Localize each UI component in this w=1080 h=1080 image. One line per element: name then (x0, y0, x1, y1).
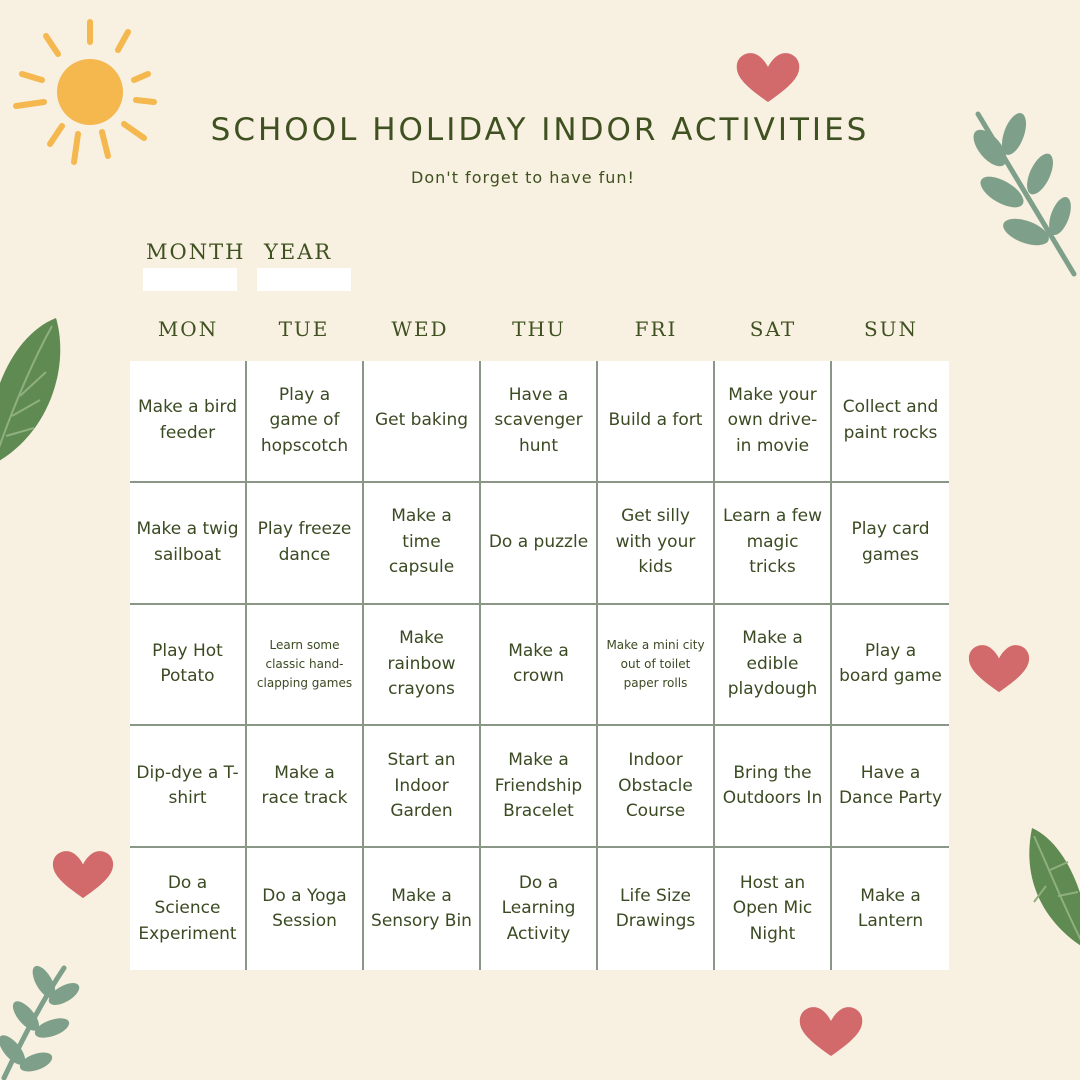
activity-cell: Life Size Drawings (598, 848, 715, 970)
heart-icon (966, 642, 1032, 694)
activity-cell: Have a scavenger hunt (481, 361, 598, 483)
activity-cell: Play Hot Potato (130, 605, 247, 727)
day-header-mon: MON (157, 317, 219, 341)
day-header-sun: SUN (863, 317, 919, 341)
day-header-sat: SAT (749, 317, 797, 341)
activity-cell: Make rainbow crayons (364, 605, 481, 727)
activity-cell: Start an Indoor Garden (364, 726, 481, 848)
activity-cell: Bring the Outdoors In (715, 726, 832, 848)
activity-cell: Indoor Obstacle Course (598, 726, 715, 848)
day-header-wed: WED (391, 317, 449, 341)
activity-cell: Play freeze dance (247, 483, 364, 605)
activity-cell: Do a Science Experiment (130, 848, 247, 970)
activity-cell: Make a bird feeder (130, 361, 247, 483)
activity-grid (130, 361, 949, 970)
activity-cell: Do a Yoga Session (247, 848, 364, 970)
activity-cell: Make a race track (247, 726, 364, 848)
activity-cell: Learn some classic hand-clapping games (247, 605, 364, 727)
activity-cell: Host an Open Mic Night (715, 848, 832, 970)
day-header-fri: FRI (634, 317, 678, 341)
activity-cell: Make your own drive-in movie (715, 361, 832, 483)
activity-cell: Collect and paint rocks (832, 361, 949, 483)
activity-cell: Have a Dance Party (832, 726, 949, 848)
heart-icon (735, 50, 801, 104)
activity-cell: Make a time capsule (364, 483, 481, 605)
sun-icon (8, 14, 158, 174)
heart-icon (798, 1004, 864, 1058)
page-title: SCHOOL HOLIDAY INDOR ACTIVITIES (210, 112, 870, 148)
activity-cell: Learn a few magic tricks (715, 483, 832, 605)
activity-cell: Make a crown (481, 605, 598, 727)
activity-cell: Dip-dye a T-shirt (130, 726, 247, 848)
leaf-icon (0, 316, 64, 470)
month-field[interactable] (143, 268, 237, 291)
activity-cell: Play a board game (832, 605, 949, 727)
leaf-icon (1022, 826, 1080, 954)
activity-cell: Get silly with your kids (598, 483, 715, 605)
activity-cell: Make a mini city out of toilet paper rolls (598, 605, 715, 727)
activity-cell: Do a puzzle (481, 483, 598, 605)
page-subtitle: Don't forget to have fun! (411, 168, 635, 187)
year-field[interactable] (257, 268, 351, 291)
activity-cell: Build a fort (598, 361, 715, 483)
activity-cell: Make a Sensory Bin (364, 848, 481, 970)
heart-icon (50, 848, 116, 900)
activity-cell: Make a edible playdough (715, 605, 832, 727)
activity-cell: Get baking (364, 361, 481, 483)
day-header-thu: THU (512, 317, 566, 341)
activity-cell: Play card games (832, 483, 949, 605)
activity-cell: Make a twig sailboat (130, 483, 247, 605)
activity-cell: Play a game of hopscotch (247, 361, 364, 483)
month-label: MONTH (146, 240, 246, 264)
activity-cell: Do a Learning Activity (481, 848, 598, 970)
branch-icon (0, 964, 80, 1080)
year-label: YEAR (264, 240, 333, 264)
day-header-tue: TUE (278, 317, 330, 341)
activity-cell: Make a Lantern (857, 885, 924, 932)
activity-cell: Make a Friendship Bracelet (481, 726, 598, 848)
